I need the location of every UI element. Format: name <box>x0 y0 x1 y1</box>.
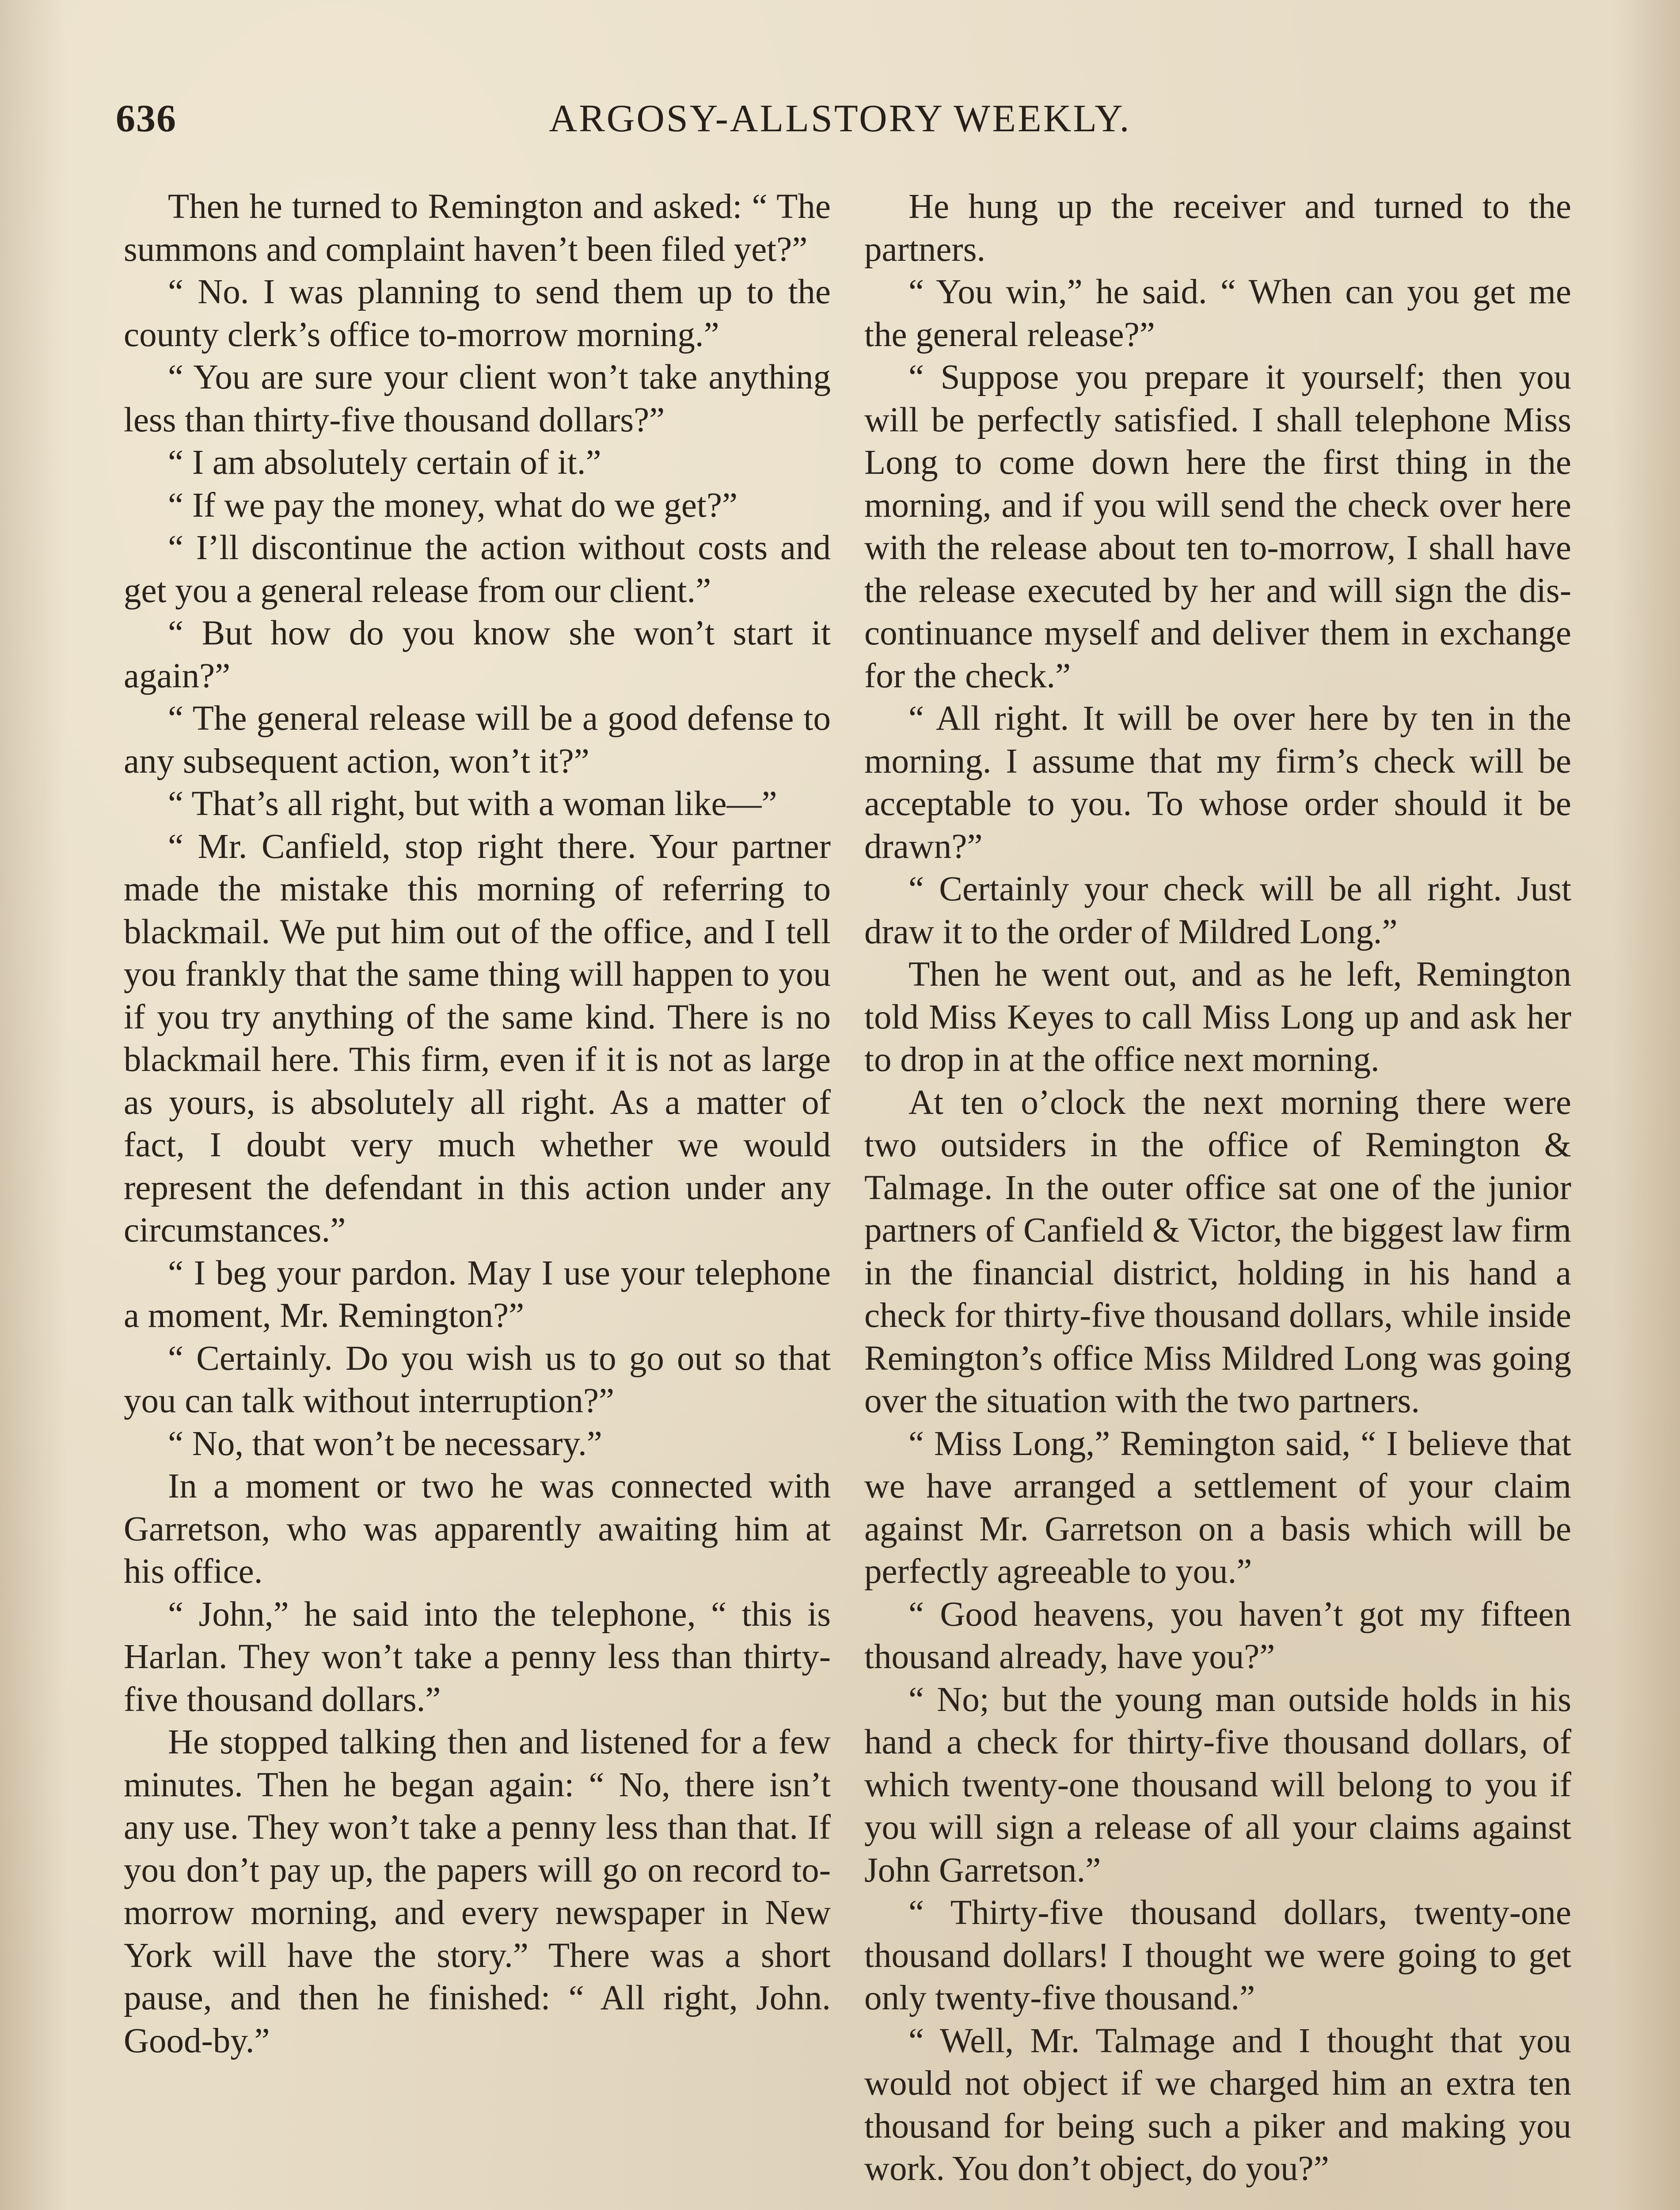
paragraph: He hung up the receiver and turned to the partners. <box>864 187 1571 269</box>
paragraph: “ You are sure your client won’t take anything less than thirty-five thousand dollars?” <box>124 358 831 439</box>
paragraph: “ No, that won’t be necessary.” <box>168 1424 602 1463</box>
paragraph: “ John,” he said into the telephone, “ this is Harlan. They won’t take a penny less than thirty-five thousand dollars.” <box>124 1595 831 1719</box>
paragraph: “ Certainly. Do you wish us to go out so that you can talk without interruption?” <box>124 1339 831 1420</box>
paragraph: “ If we pay the money, what do we get?” <box>168 486 738 525</box>
paragraph: “ I am absolutely certain of it.” <box>168 443 601 482</box>
paragraph: “ Good heavens, you haven’t got my fifteen thousand already, have you?” <box>864 1595 1571 1676</box>
paragraph: “ I’ll discontinue the action without costs and get you a general release from our client.” <box>124 529 831 610</box>
paragraph: “ Certainly your check will be all right. Just draw it to the order of Mildred Long.” <box>864 870 1571 951</box>
paragraph: “ That’s all right, but with a woman like—” <box>168 785 777 823</box>
paragraph: “ Well, Mr. Talmage and I thought that you would not object if we charged him an extra ten thousand for being such a piker and making you work. You don’t object, do you?” <box>864 2021 1571 2188</box>
left-column <box>124 186 831 2062</box>
paragraph: He stopped talking then and listened for a few minutes. Then he began again: “ No, there isn’t any use. They won’t take a penny less than that. If you don’t pay up, the papers will go on record tomorrow morning, and every newspaper in New York will have the story.” There was a short pause, and then he finished: “ All right, John. Good-by.” <box>124 1723 831 2060</box>
paragraph: In a moment or two he was connected with Garretson, who was apparently awaiting him at his office. <box>124 1467 831 1591</box>
paragraph: “ Miss Long,” Remington said, “ I believe that we have arranged a settlement of your claim against Mr. Garretson on a basis which will be perfectly agreeable to you.” <box>864 1424 1571 1591</box>
paragraph: “ No. I was planning to send them up to the county clerk’s office to-morrow morning.” <box>124 273 831 354</box>
running-head: ARGOSY-ALLSTORY WEEKLY. <box>549 97 1131 140</box>
paragraph: “ The general release will be a good defense to any subsequent action, won’t it?” <box>124 699 831 781</box>
paragraph: “ All right. It will be over here by ten in the morning. I assume that my firm’s check will be acceptable to you. To whose order should it be drawn?” <box>864 699 1571 866</box>
paragraph: At ten o’clock the next morning there were two outsiders in the office of Remington & Talmage. In the outer office sat one of the junior partners of Canfield & Victor, the biggest law firm in the financial district, holding in his hand a check for thirty-five thousand dollars, while inside Remington’s office Miss Mildred Long was going over the situation with the two partners. <box>864 1083 1571 1420</box>
paragraph: “ But how do you know she won’t start it again?” <box>124 614 831 695</box>
paragraph: “ Suppose you prepare it yourself; then you will be perfectly satisfied. I shall telephone Miss Long to come down here the first thing in the morning, and if you will send the check over here with the release about ten to-morrow, I shall have the release executed by her and will sign the discontinuance myself and deliver them in exchange for the check.” <box>864 358 1571 695</box>
paragraph: “ Mr. Canfield, stop right there. Your partner made the mistake this morning of referring to blackmail. We put him out of the office, and I tell you frankly that the same thing will happen to you if you try anything of the same kind. There is no blackmail here. This firm, even if it is not as large as yours, is absolutely all right. As a matter of fact, I doubt very much whether we would represent the defendant in this action under any circumstances.” <box>124 827 831 1250</box>
paragraph: “ Thirty-five thousand dollars, twenty-one thousand dollars! I thought we were going to get only twenty-five thousand.” <box>864 1894 1571 2017</box>
paragraph: Then he went out, and as he left, Remington told Miss Keyes to call Miss Long up and ask her to drop in at the office next morning. <box>864 955 1571 1079</box>
paragraph: “ No; but the young man outside holds in his hand a check for thirty-five thousand dollars, of which twenty-one thousand will belong to you if you will sign a release of all your claims against John Garretson.” <box>864 1680 1571 1890</box>
right-column <box>864 186 1571 2191</box>
paragraph: Then he turned to Remington and asked: “ The summons and complaint haven’t been filed yet?” <box>124 187 831 269</box>
page-number: 636 <box>116 97 177 140</box>
paragraph: “ I beg your pardon. May I use your telephone a moment, Mr. Remington?” <box>124 1254 831 1335</box>
paragraph: “ You win,” he said. “ When can you get me the general release?” <box>864 273 1571 354</box>
